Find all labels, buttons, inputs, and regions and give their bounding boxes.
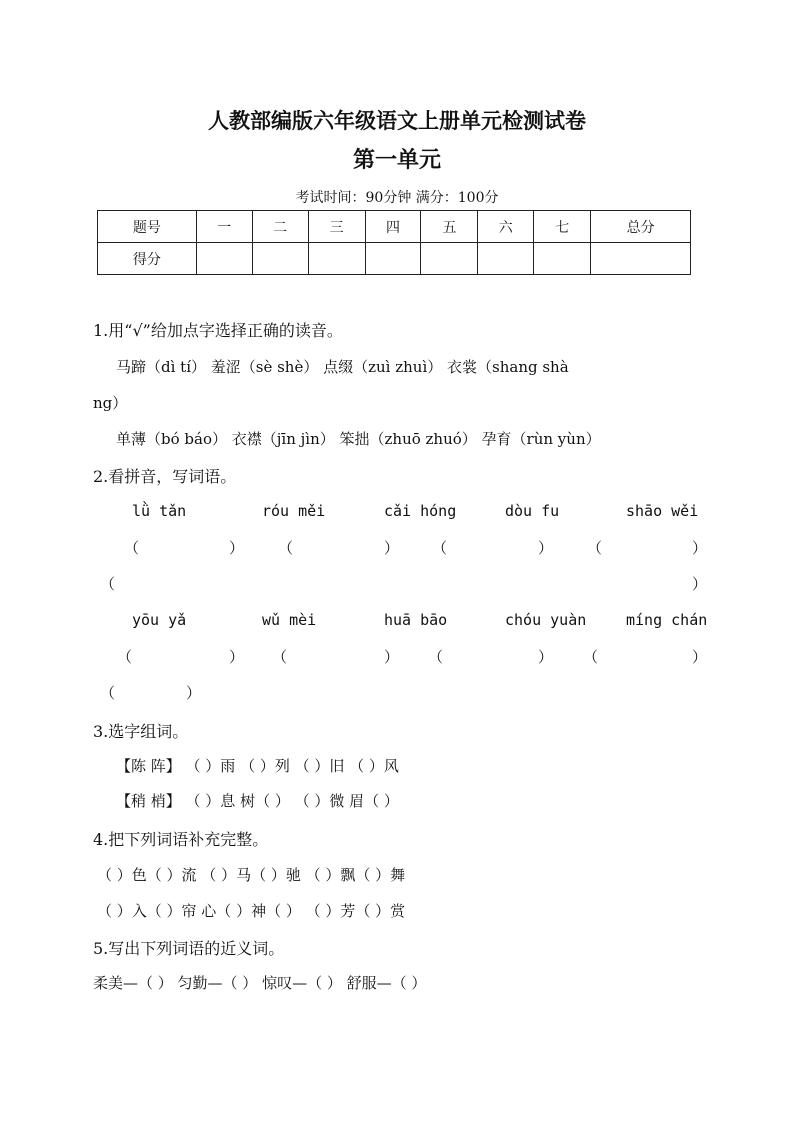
question-4-line: （ ）色（ ）流 （ ）马（ ）驰 （ ）飘（ ）舞 <box>97 866 406 884</box>
answer-paren-open: （ <box>100 575 116 593</box>
answer-paren-open: （ <box>428 648 444 666</box>
pinyin-label: shāo wěi <box>626 502 699 520</box>
pinyin-label: yōu yǎ <box>132 611 187 629</box>
pinyin-label: dòu fu <box>505 502 560 520</box>
answer-paren-open: （ <box>100 684 116 702</box>
table-cell: 一 <box>196 211 252 243</box>
question-3-line: 【陈 阵】 （ ）雨 （ ）列 （ ）旧 （ ）风 <box>116 757 399 775</box>
score-entry-cell[interactable] <box>478 243 534 275</box>
question-5-title: 5.写出下列词语的近义词。 <box>93 939 285 958</box>
answer-paren-close: ） <box>692 575 708 593</box>
table-cell: 题号 <box>98 211 197 243</box>
table-cell: 四 <box>365 211 421 243</box>
pinyin-label: chóu yuàn <box>505 611 587 629</box>
pinyin-label: róu měi <box>262 502 326 520</box>
score-table-score-row <box>98 243 691 275</box>
score-entry-cell[interactable] <box>591 243 691 275</box>
question-1-line: ng） <box>93 394 128 412</box>
answer-paren-close: ） <box>692 648 708 666</box>
question-4-line: （ ）入（ ）帘 心（ ）神（ ） （ ）芳（ ）赏 <box>97 902 406 920</box>
answer-paren-open: （ <box>124 539 140 557</box>
table-cell: 二 <box>252 211 308 243</box>
score-table <box>97 210 691 275</box>
score-entry-cell[interactable] <box>196 243 252 275</box>
answer-paren-close: ） <box>692 539 708 557</box>
pinyin-label: míng chán <box>626 611 708 629</box>
question-3-title: 3.选字组词。 <box>93 722 189 741</box>
answer-paren-close: ） <box>538 648 554 666</box>
answer-paren-open: （ <box>587 539 603 557</box>
answer-paren-close: ） <box>384 539 400 557</box>
exam-info: 考试时间：90分钟 满分：100分 <box>295 190 499 206</box>
question-1-line: 马蹄（dì tí） 羞涩（sè shè） 点缀（zuì zhuì） 衣裳（shang shà <box>116 358 569 376</box>
score-entry-cell[interactable] <box>252 243 308 275</box>
answer-paren-close: ） <box>229 648 245 666</box>
table-cell: 六 <box>478 211 534 243</box>
answer-paren-open: （ <box>432 539 448 557</box>
question-3-line: 【稍 梢】 （ ）息 树（ ） （ ）微 眉（ ） <box>116 792 399 810</box>
score-entry-cell[interactable] <box>365 243 421 275</box>
table-cell: 三 <box>308 211 365 243</box>
question-5-line: 柔美—（ ） 匀勤—（ ） 惊叹—（ ） 舒服—（ ） <box>93 974 427 992</box>
answer-paren-close: ） <box>384 648 400 666</box>
answer-paren-open: （ <box>272 648 288 666</box>
answer-paren-open: （ <box>583 648 599 666</box>
answer-paren-close: ） <box>229 539 245 557</box>
score-entry-cell[interactable] <box>421 243 478 275</box>
question-4-title: 4.把下列词语补充完整。 <box>93 830 269 849</box>
pinyin-label: huā bāo <box>384 611 448 629</box>
table-cell: 五 <box>421 211 478 243</box>
pinyin-label: wǔ mèi <box>262 611 317 629</box>
answer-paren-open: （ <box>278 539 294 557</box>
pinyin-label: cǎi hóng <box>384 502 457 520</box>
score-table-header-row <box>98 211 691 243</box>
pinyin-label: lǜ tǎn <box>132 502 187 520</box>
answer-paren-open: （ <box>117 648 133 666</box>
score-entry-cell[interactable] <box>308 243 365 275</box>
answer-paren-close: ） <box>186 684 202 702</box>
answer-paren-close: ） <box>538 539 554 557</box>
score-entry-cell[interactable] <box>534 243 591 275</box>
table-cell: 得分 <box>98 243 197 275</box>
table-cell: 总分 <box>591 211 691 243</box>
question-2-title: 2.看拼音，写词语。 <box>93 467 237 486</box>
exam-title: 人教部编版六年级语文上册单元检测试卷 <box>208 108 586 133</box>
unit-subtitle: 第一单元 <box>352 147 441 173</box>
table-cell: 七 <box>534 211 591 243</box>
question-1-line: 单薄（bó báo） 衣襟（jīn jìn） 笨拙（zhuō zhuó） 孕育（rùn yùn） <box>116 430 601 448</box>
question-1-title: 1.用“√”给加点字选择正确的读音。 <box>93 321 343 340</box>
